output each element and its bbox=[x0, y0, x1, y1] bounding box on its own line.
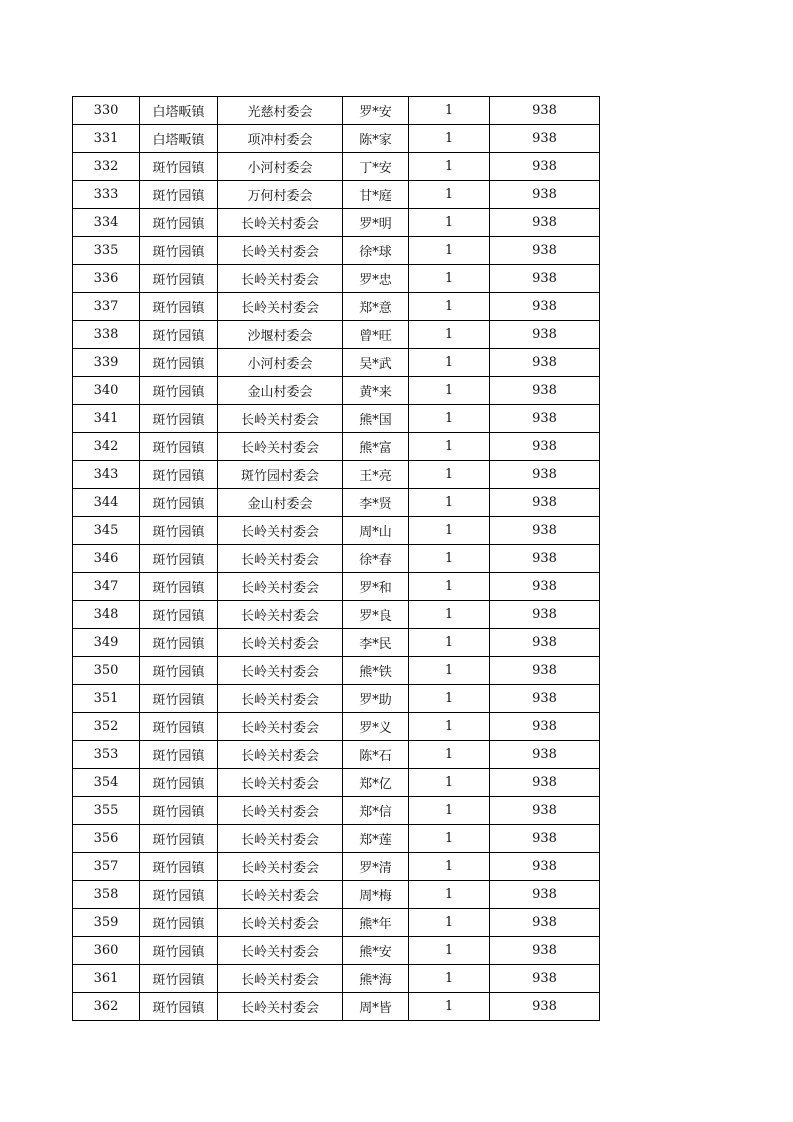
amount-cell: 938 bbox=[490, 349, 600, 377]
amount-cell: 938 bbox=[490, 881, 600, 909]
name-cell: 郑*信 bbox=[343, 797, 409, 825]
amount-cell: 938 bbox=[490, 181, 600, 209]
village-committee-cell: 长岭关村委会 bbox=[218, 769, 343, 797]
amount-cell: 938 bbox=[490, 629, 600, 657]
count-cell: 1 bbox=[409, 937, 490, 965]
name-cell: 陈*家 bbox=[343, 125, 409, 153]
village-committee-cell: 长岭关村委会 bbox=[218, 209, 343, 237]
name-cell: 郑*亿 bbox=[343, 769, 409, 797]
table-row bbox=[73, 853, 600, 881]
town-cell: 斑竹园镇 bbox=[140, 825, 218, 853]
table-row bbox=[73, 321, 600, 349]
row-number-cell: 348 bbox=[73, 601, 140, 629]
amount-cell: 938 bbox=[490, 265, 600, 293]
village-committee-cell: 斑竹园村委会 bbox=[218, 461, 343, 489]
count-cell: 1 bbox=[409, 181, 490, 209]
village-committee-cell: 长岭关村委会 bbox=[218, 293, 343, 321]
name-cell: 周*皆 bbox=[343, 993, 409, 1021]
row-number-cell: 332 bbox=[73, 153, 140, 181]
name-cell: 罗*清 bbox=[343, 853, 409, 881]
table-row bbox=[73, 965, 600, 993]
name-cell: 熊*年 bbox=[343, 909, 409, 937]
row-number-cell: 350 bbox=[73, 657, 140, 685]
row-number-cell: 360 bbox=[73, 937, 140, 965]
amount-cell: 938 bbox=[490, 321, 600, 349]
row-number-cell: 344 bbox=[73, 489, 140, 517]
amount-cell: 938 bbox=[490, 993, 600, 1021]
amount-cell: 938 bbox=[490, 125, 600, 153]
village-committee-cell: 长岭关村委会 bbox=[218, 517, 343, 545]
town-cell: 斑竹园镇 bbox=[140, 601, 218, 629]
village-committee-cell: 长岭关村委会 bbox=[218, 237, 343, 265]
table-row bbox=[73, 125, 600, 153]
row-number-cell: 336 bbox=[73, 265, 140, 293]
count-cell: 1 bbox=[409, 741, 490, 769]
count-cell: 1 bbox=[409, 125, 490, 153]
name-cell: 徐*春 bbox=[343, 545, 409, 573]
amount-cell: 938 bbox=[490, 153, 600, 181]
name-cell: 罗*明 bbox=[343, 209, 409, 237]
amount-cell: 938 bbox=[490, 209, 600, 237]
village-committee-cell: 长岭关村委会 bbox=[218, 405, 343, 433]
count-cell: 1 bbox=[409, 321, 490, 349]
town-cell: 白塔畈镇 bbox=[140, 125, 218, 153]
count-cell: 1 bbox=[409, 405, 490, 433]
row-number-cell: 330 bbox=[73, 97, 140, 125]
village-committee-cell: 小河村委会 bbox=[218, 349, 343, 377]
count-cell: 1 bbox=[409, 573, 490, 601]
row-number-cell: 335 bbox=[73, 237, 140, 265]
amount-cell: 938 bbox=[490, 713, 600, 741]
count-cell: 1 bbox=[409, 209, 490, 237]
row-number-cell: 340 bbox=[73, 377, 140, 405]
row-number-cell: 331 bbox=[73, 125, 140, 153]
table-row bbox=[73, 349, 600, 377]
row-number-cell: 343 bbox=[73, 461, 140, 489]
village-committee-cell: 长岭关村委会 bbox=[218, 601, 343, 629]
row-number-cell: 352 bbox=[73, 713, 140, 741]
amount-cell: 938 bbox=[490, 797, 600, 825]
town-cell: 斑竹园镇 bbox=[140, 265, 218, 293]
name-cell: 周*山 bbox=[343, 517, 409, 545]
village-committee-cell: 长岭关村委会 bbox=[218, 825, 343, 853]
row-number-cell: 342 bbox=[73, 433, 140, 461]
name-cell: 罗*助 bbox=[343, 685, 409, 713]
amount-cell: 938 bbox=[490, 237, 600, 265]
table-row bbox=[73, 265, 600, 293]
name-cell: 王*亮 bbox=[343, 461, 409, 489]
name-cell: 郑*莲 bbox=[343, 825, 409, 853]
name-cell: 熊*海 bbox=[343, 965, 409, 993]
row-number-cell: 358 bbox=[73, 881, 140, 909]
count-cell: 1 bbox=[409, 601, 490, 629]
village-committee-cell: 长岭关村委会 bbox=[218, 909, 343, 937]
village-committee-cell: 长岭关村委会 bbox=[218, 657, 343, 685]
amount-cell: 938 bbox=[490, 769, 600, 797]
town-cell: 斑竹园镇 bbox=[140, 349, 218, 377]
count-cell: 1 bbox=[409, 545, 490, 573]
amount-cell: 938 bbox=[490, 909, 600, 937]
village-committee-cell: 沙堰村委会 bbox=[218, 321, 343, 349]
count-cell: 1 bbox=[409, 433, 490, 461]
village-committee-cell: 长岭关村委会 bbox=[218, 965, 343, 993]
name-cell: 罗*义 bbox=[343, 713, 409, 741]
town-cell: 斑竹园镇 bbox=[140, 153, 218, 181]
village-committee-cell: 金山村委会 bbox=[218, 377, 343, 405]
name-cell: 周*梅 bbox=[343, 881, 409, 909]
count-cell: 1 bbox=[409, 153, 490, 181]
amount-cell: 938 bbox=[490, 433, 600, 461]
village-committee-cell: 长岭关村委会 bbox=[218, 937, 343, 965]
row-number-cell: 357 bbox=[73, 853, 140, 881]
name-cell: 罗*忠 bbox=[343, 265, 409, 293]
village-committee-cell: 长岭关村委会 bbox=[218, 797, 343, 825]
village-committee-cell: 长岭关村委会 bbox=[218, 881, 343, 909]
row-number-cell: 337 bbox=[73, 293, 140, 321]
town-cell: 斑竹园镇 bbox=[140, 685, 218, 713]
count-cell: 1 bbox=[409, 685, 490, 713]
village-committee-cell: 长岭关村委会 bbox=[218, 685, 343, 713]
count-cell: 1 bbox=[409, 237, 490, 265]
row-number-cell: 356 bbox=[73, 825, 140, 853]
table-row bbox=[73, 545, 600, 573]
name-cell: 罗*良 bbox=[343, 601, 409, 629]
count-cell: 1 bbox=[409, 965, 490, 993]
row-number-cell: 349 bbox=[73, 629, 140, 657]
row-number-cell: 361 bbox=[73, 965, 140, 993]
count-cell: 1 bbox=[409, 293, 490, 321]
town-cell: 斑竹园镇 bbox=[140, 321, 218, 349]
name-cell: 熊*铁 bbox=[343, 657, 409, 685]
town-cell: 斑竹园镇 bbox=[140, 377, 218, 405]
name-cell: 熊*富 bbox=[343, 433, 409, 461]
count-cell: 1 bbox=[409, 797, 490, 825]
amount-cell: 938 bbox=[490, 517, 600, 545]
table-row bbox=[73, 881, 600, 909]
town-cell: 斑竹园镇 bbox=[140, 209, 218, 237]
village-committee-cell: 万何村委会 bbox=[218, 181, 343, 209]
town-cell: 斑竹园镇 bbox=[140, 629, 218, 657]
count-cell: 1 bbox=[409, 265, 490, 293]
count-cell: 1 bbox=[409, 909, 490, 937]
town-cell: 斑竹园镇 bbox=[140, 517, 218, 545]
amount-cell: 938 bbox=[490, 601, 600, 629]
town-cell: 斑竹园镇 bbox=[140, 545, 218, 573]
amount-cell: 938 bbox=[490, 293, 600, 321]
row-number-cell: 359 bbox=[73, 909, 140, 937]
count-cell: 1 bbox=[409, 489, 490, 517]
row-number-cell: 339 bbox=[73, 349, 140, 377]
town-cell: 斑竹园镇 bbox=[140, 713, 218, 741]
table-row bbox=[73, 489, 600, 517]
town-cell: 斑竹园镇 bbox=[140, 769, 218, 797]
town-cell: 斑竹园镇 bbox=[140, 881, 218, 909]
row-number-cell: 347 bbox=[73, 573, 140, 601]
count-cell: 1 bbox=[409, 713, 490, 741]
town-cell: 斑竹园镇 bbox=[140, 237, 218, 265]
town-cell: 斑竹园镇 bbox=[140, 433, 218, 461]
table-row bbox=[73, 97, 600, 125]
row-number-cell: 345 bbox=[73, 517, 140, 545]
town-cell: 斑竹园镇 bbox=[140, 181, 218, 209]
row-number-cell: 354 bbox=[73, 769, 140, 797]
count-cell: 1 bbox=[409, 349, 490, 377]
table-row bbox=[73, 685, 600, 713]
count-cell: 1 bbox=[409, 769, 490, 797]
count-cell: 1 bbox=[409, 517, 490, 545]
town-cell: 斑竹园镇 bbox=[140, 853, 218, 881]
name-cell: 李*贤 bbox=[343, 489, 409, 517]
table-row bbox=[73, 713, 600, 741]
amount-cell: 938 bbox=[490, 685, 600, 713]
town-cell: 斑竹园镇 bbox=[140, 461, 218, 489]
name-cell: 曾*旺 bbox=[343, 321, 409, 349]
row-number-cell: 353 bbox=[73, 741, 140, 769]
table-row bbox=[73, 741, 600, 769]
table-row bbox=[73, 825, 600, 853]
name-cell: 郑*意 bbox=[343, 293, 409, 321]
row-number-cell: 333 bbox=[73, 181, 140, 209]
row-number-cell: 338 bbox=[73, 321, 140, 349]
amount-cell: 938 bbox=[490, 461, 600, 489]
count-cell: 1 bbox=[409, 993, 490, 1021]
row-number-cell: 341 bbox=[73, 405, 140, 433]
table-row bbox=[73, 461, 600, 489]
row-number-cell: 334 bbox=[73, 209, 140, 237]
name-cell: 陈*石 bbox=[343, 741, 409, 769]
town-cell: 白塔畈镇 bbox=[140, 97, 218, 125]
count-cell: 1 bbox=[409, 461, 490, 489]
town-cell: 斑竹园镇 bbox=[140, 489, 218, 517]
name-cell: 熊*安 bbox=[343, 937, 409, 965]
amount-cell: 938 bbox=[490, 573, 600, 601]
village-committee-cell: 长岭关村委会 bbox=[218, 545, 343, 573]
table-row bbox=[73, 797, 600, 825]
village-committee-cell: 长岭关村委会 bbox=[218, 573, 343, 601]
row-number-cell: 362 bbox=[73, 993, 140, 1021]
count-cell: 1 bbox=[409, 657, 490, 685]
town-cell: 斑竹园镇 bbox=[140, 965, 218, 993]
table-row bbox=[73, 909, 600, 937]
village-committee-cell: 长岭关村委会 bbox=[218, 741, 343, 769]
table-row bbox=[73, 573, 600, 601]
table-row bbox=[73, 377, 600, 405]
table-row bbox=[73, 293, 600, 321]
village-committee-cell: 长岭关村委会 bbox=[218, 853, 343, 881]
amount-cell: 938 bbox=[490, 741, 600, 769]
amount-cell: 938 bbox=[490, 545, 600, 573]
town-cell: 斑竹园镇 bbox=[140, 573, 218, 601]
amount-cell: 938 bbox=[490, 825, 600, 853]
town-cell: 斑竹园镇 bbox=[140, 993, 218, 1021]
amount-cell: 938 bbox=[490, 965, 600, 993]
town-cell: 斑竹园镇 bbox=[140, 741, 218, 769]
town-cell: 斑竹园镇 bbox=[140, 909, 218, 937]
table-row bbox=[73, 181, 600, 209]
village-committee-cell: 金山村委会 bbox=[218, 489, 343, 517]
amount-cell: 938 bbox=[490, 853, 600, 881]
village-committee-cell: 长岭关村委会 bbox=[218, 433, 343, 461]
name-cell: 熊*国 bbox=[343, 405, 409, 433]
count-cell: 1 bbox=[409, 97, 490, 125]
town-cell: 斑竹园镇 bbox=[140, 405, 218, 433]
table-body bbox=[73, 97, 600, 1021]
data-table bbox=[72, 96, 600, 1021]
name-cell: 甘*庭 bbox=[343, 181, 409, 209]
village-committee-cell: 小河村委会 bbox=[218, 153, 343, 181]
village-committee-cell: 项冲村委会 bbox=[218, 125, 343, 153]
table-row bbox=[73, 629, 600, 657]
table-row bbox=[73, 209, 600, 237]
name-cell: 丁*安 bbox=[343, 153, 409, 181]
table-row bbox=[73, 433, 600, 461]
table-row bbox=[73, 153, 600, 181]
village-committee-cell: 长岭关村委会 bbox=[218, 993, 343, 1021]
name-cell: 徐*球 bbox=[343, 237, 409, 265]
village-committee-cell: 长岭关村委会 bbox=[218, 713, 343, 741]
name-cell: 吴*武 bbox=[343, 349, 409, 377]
table-row bbox=[73, 769, 600, 797]
amount-cell: 938 bbox=[490, 97, 600, 125]
village-committee-cell: 长岭关村委会 bbox=[218, 265, 343, 293]
name-cell: 罗*安 bbox=[343, 97, 409, 125]
count-cell: 1 bbox=[409, 881, 490, 909]
row-number-cell: 346 bbox=[73, 545, 140, 573]
town-cell: 斑竹园镇 bbox=[140, 797, 218, 825]
name-cell: 黄*来 bbox=[343, 377, 409, 405]
table-row bbox=[73, 237, 600, 265]
count-cell: 1 bbox=[409, 629, 490, 657]
town-cell: 斑竹园镇 bbox=[140, 937, 218, 965]
name-cell: 罗*和 bbox=[343, 573, 409, 601]
village-committee-cell: 光慈村委会 bbox=[218, 97, 343, 125]
table-row bbox=[73, 993, 600, 1021]
amount-cell: 938 bbox=[490, 405, 600, 433]
amount-cell: 938 bbox=[490, 657, 600, 685]
table-row bbox=[73, 517, 600, 545]
town-cell: 斑竹园镇 bbox=[140, 657, 218, 685]
table-row bbox=[73, 657, 600, 685]
amount-cell: 938 bbox=[490, 377, 600, 405]
name-cell: 李*民 bbox=[343, 629, 409, 657]
count-cell: 1 bbox=[409, 853, 490, 881]
village-committee-cell: 长岭关村委会 bbox=[218, 629, 343, 657]
count-cell: 1 bbox=[409, 377, 490, 405]
count-cell: 1 bbox=[409, 825, 490, 853]
table-row bbox=[73, 601, 600, 629]
town-cell: 斑竹园镇 bbox=[140, 293, 218, 321]
amount-cell: 938 bbox=[490, 489, 600, 517]
amount-cell: 938 bbox=[490, 937, 600, 965]
row-number-cell: 351 bbox=[73, 685, 140, 713]
table-row bbox=[73, 405, 600, 433]
table-row bbox=[73, 937, 600, 965]
row-number-cell: 355 bbox=[73, 797, 140, 825]
